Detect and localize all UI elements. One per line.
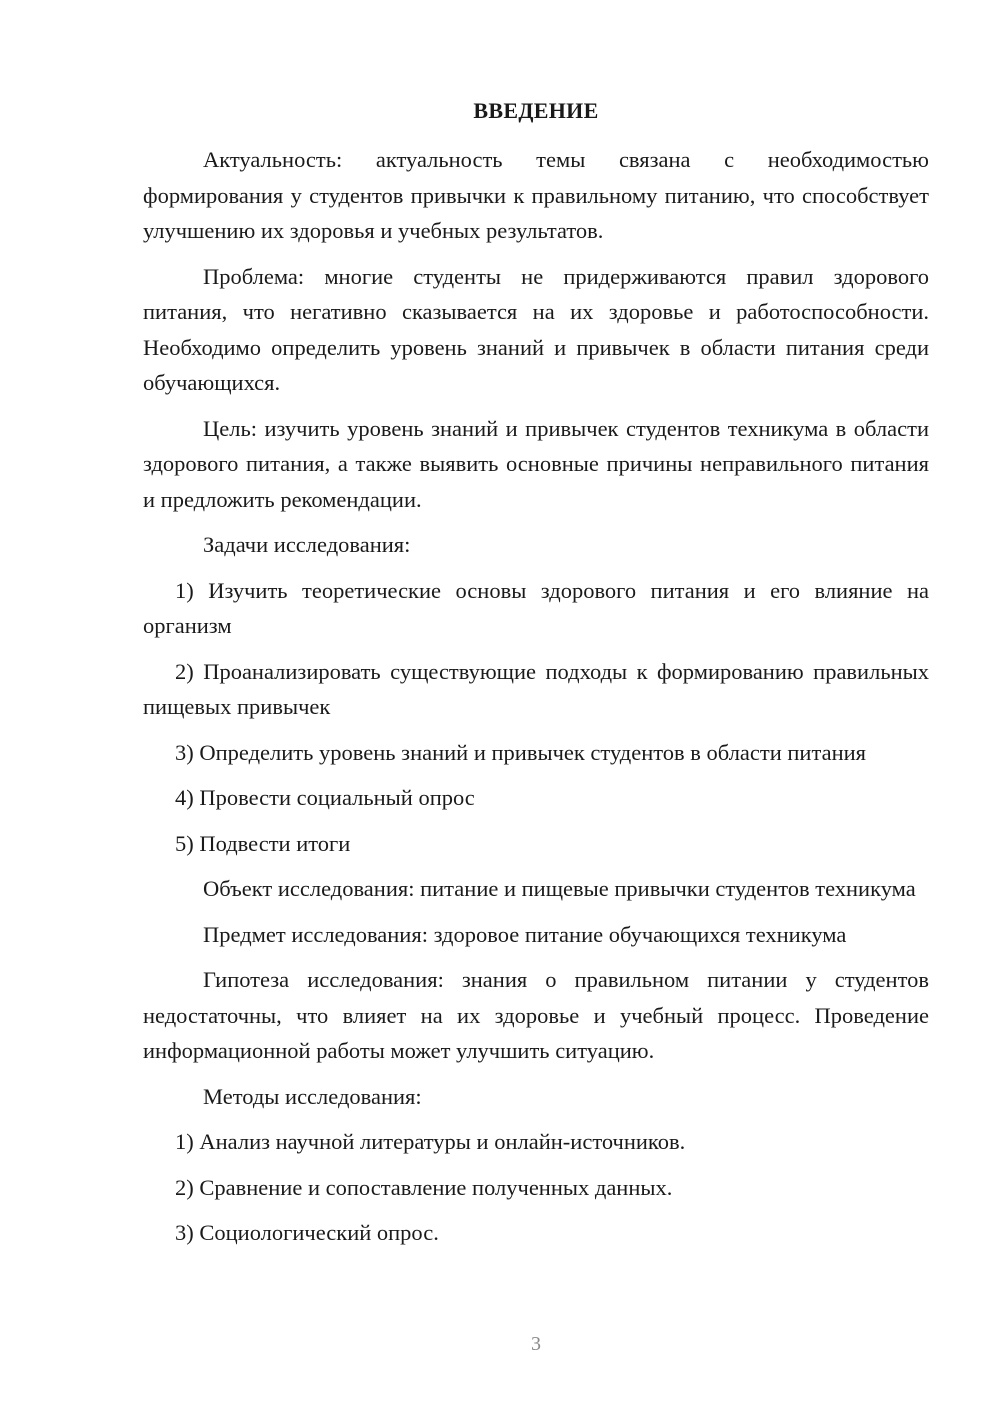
page-title: ВВЕДЕНИЕ xyxy=(473,98,599,123)
task-item-2: 2) Проанализировать существующие подходы к формированию правильных пищевых привычек xyxy=(143,658,929,719)
task-item-5: 5) Подвести итоги xyxy=(175,830,351,856)
tasks-heading: Задачи исследования: xyxy=(203,532,411,557)
method-item-2: 2) Сравнение и сопоставление полученных данных. xyxy=(175,1174,673,1200)
page-number: 3 xyxy=(531,1333,541,1355)
object-paragraph: Объект исследования: питание и пищевые привычки студентов техникума xyxy=(203,876,916,901)
methods-heading: Методы исследования: xyxy=(203,1083,422,1109)
task-item-1: 1) Изучить теоретические основы здорового питания и его влияние на организм xyxy=(143,577,929,638)
method-item-3: 3) Социологический опрос. xyxy=(175,1220,439,1245)
task-item-3: 3) Определить уровень знаний и привычек студентов в области питания xyxy=(175,739,866,765)
goal-paragraph: Цель: изучить уровень знаний и привычек студентов техникума в области здорового питания, а также выявить основные причины неправильного питания и предложить рекомендации. xyxy=(143,415,929,512)
relevance-paragraph: Актуальность: актуальность темы связана с необходимостью формирования у студентов привычки к правильному питанию, что способствует улучшению их здоровья и учебных результатов. xyxy=(143,147,929,243)
subject-paragraph: Предмет исследования: здоровое питание обучающихся техникума xyxy=(203,921,847,947)
method-item-1: 1) Анализ научной литературы и онлайн-источников. xyxy=(175,1129,686,1154)
hypothesis-paragraph: Гипотеза исследования: знания о правильном питании у студентов недостаточны, что влияет на их здоровье и учебный процесс. Проведение информационной работы может улучшить ситуацию. xyxy=(143,967,929,1063)
document-body xyxy=(143,142,929,1261)
problem-paragraph: Проблема: многие студенты не придерживаются правил здорового питания, что негативно сказывается на их здоровье и работоспособности. Необходимо определить уровень знаний и привычек в области питания среди обучающихся. xyxy=(143,263,929,395)
task-item-4: 4) Провести социальный опрос xyxy=(175,785,475,810)
